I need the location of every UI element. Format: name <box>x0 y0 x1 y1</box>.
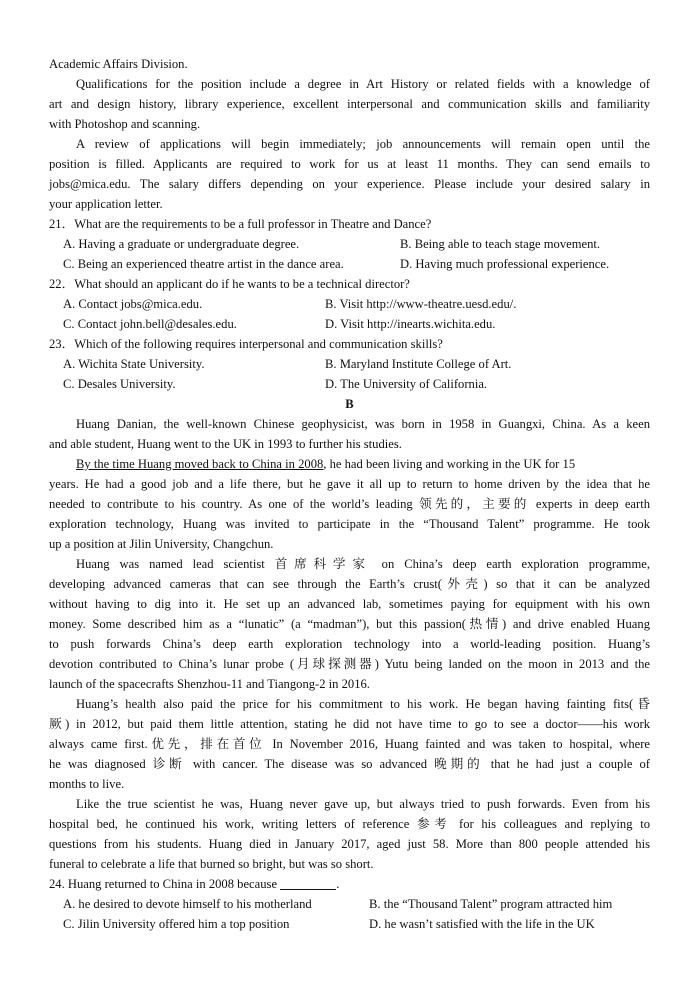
question-22-option-b[interactable]: B. Visit http://www-theatre.uesd.edu/. <box>325 297 517 311</box>
question-24-option-a[interactable]: A. he desired to devote himself to his motherland <box>63 897 312 911</box>
passage-a-line: Qualifications for the position include a degree in Art History or related fields with a knowledge of <box>76 77 650 91</box>
passage-b-line: always came first.优先，排在首位 In November 2016, Huang fainted and was taken to hospital, where <box>49 737 650 751</box>
question-21-option-a[interactable]: A. Having a graduate or undergraduate degree. <box>63 237 300 251</box>
question-24-period: . <box>336 877 340 891</box>
passage-b-line: months to live. <box>49 777 125 791</box>
question-21-options-row-2 <box>49 254 650 274</box>
question-23-option-d[interactable]: D. The University of California. <box>325 377 488 391</box>
passage-b-line: money. Some described him as a “lunatic” (a “madman”), but this passion(热情) and drive enabled Huang <box>49 617 650 631</box>
underlined-sentence: By the time Huang moved back to China in 2008 <box>76 457 324 471</box>
passage-b-line: funeral to celebrate a life that burned so bright, but was so short. <box>49 857 374 871</box>
passage-b-line: Like the true scientist he was, Huang never gave up, but always tried to push forwards. Even from his <box>76 797 650 811</box>
question-21-stem: 21．What are the requirements to be a full professor in Theatre and Dance? <box>49 217 432 231</box>
question-22-stem: 22．What should an applicant do if he wants to be a technical director? <box>49 277 410 291</box>
passage-b-text: , he had been living and working in the UK for 15 <box>323 457 576 471</box>
question-22-option-a[interactable]: A. Contact jobs@mica.edu. <box>63 297 203 311</box>
passage-b-line: up a position at Jilin University, Changchun. <box>49 537 274 551</box>
passage-b-line: he was diagnosed 诊断 with cancer. The disease was so advanced 晚期的 that he had just a couple of <box>49 757 650 771</box>
passage-b-line: exploration technology, Huang was invited to participate in the “Thousand Talent” programme. He took <box>49 517 650 531</box>
question-24-option-c[interactable]: C. Jilin University offered him a top position <box>63 917 290 931</box>
question-23-option-a[interactable]: A. Wichita State University. <box>63 357 205 371</box>
question-23-option-c[interactable]: C. Desales University. <box>63 377 176 391</box>
question-22-options-row-1 <box>49 294 650 314</box>
passage-b-line: questions from his students. Huang died in January 2017, aged just 58. More than 800 people attended his <box>49 837 650 851</box>
document-page <box>49 54 650 934</box>
passage-b-line: and able student, Huang went to the UK in 1993 to further his studies. <box>49 437 402 451</box>
passage-a-line: with Photoshop and scanning. <box>49 117 201 131</box>
question-24-text: 24. Huang returned to China in 2008 because <box>49 877 278 891</box>
passage-b-line: Huang’s health also paid the price for his commitment to his work. He began having fainting fits(昏 <box>76 697 650 711</box>
passage-b-line <box>49 454 650 474</box>
question-21-option-b[interactable]: B. Being able to teach stage movement. <box>400 237 601 251</box>
question-24-option-b[interactable]: B. the “Thousand Talent” program attracted him <box>369 897 613 911</box>
question-24-options-row-2 <box>49 914 650 934</box>
passage-b-line: 厥) in 2012, but paid them little attention, stating he did not have time to go to see a doctor——his work <box>49 717 650 731</box>
passage-b-line: Huang Danian, the well-known Chinese geophysicist, was born in 1958 in Guangxi, China. As a keen <box>76 417 650 431</box>
section-b-heading: B <box>345 397 354 411</box>
passage-b-line: needed to contribute to his country. As one of the world’s leading 领先的，主要的 experts in deep earth <box>49 497 650 511</box>
passage-a-line: jobs@mica.edu. The salary differs depending on your experience. Please include your desired salary in <box>49 177 650 191</box>
passage-a-line: Academic Affairs Division. <box>49 57 188 71</box>
passage-b-line: years. He had a good job and a life there, but he gave it all up to return to home driven by the idea that he <box>49 477 650 491</box>
question-21-option-c[interactable]: C. Being an experienced theatre artist in the dance area. <box>63 257 344 271</box>
passage-b-line: without having to dig into it. He set up an advanced lab, sometimes paying for equipment with his own <box>49 597 650 611</box>
passage-b-line: to push forwards China’s deep earth exploration technology into a world-leading position. Huang’s <box>49 637 650 651</box>
question-22-option-d[interactable]: D. Visit http://inearts.wichita.edu. <box>325 317 496 331</box>
passage-b-line: launch of the spacecrafts Shenzhou-11 and Tiangong-2 in 2016. <box>49 677 370 691</box>
question-22-option-c[interactable]: C. Contact john.bell@desales.edu. <box>63 317 237 331</box>
passage-a-line: A review of applications will begin immediately; job announcements will remain open until the <box>76 137 650 151</box>
question-23-option-b[interactable]: B. Maryland Institute College of Art. <box>325 357 512 371</box>
passage-a-line: your application letter. <box>49 197 163 211</box>
passage-b-line: Huang was named lead scientist 首席科学家 on China’s deep earth exploration programme, <box>76 557 650 571</box>
answer-blank[interactable] <box>280 876 336 890</box>
question-21-options-row-1 <box>49 234 650 254</box>
question-22-options-row-2 <box>49 314 650 334</box>
question-24-option-d[interactable]: D. he wasn’t satisfied with the life in the UK <box>369 917 595 931</box>
passage-a-line: art and design history, library experience, excellent interpersonal and communication skills and familiarity <box>49 97 650 111</box>
question-23-options-row-1 <box>49 354 650 374</box>
question-21-option-d[interactable]: D. Having much professional experience. <box>400 257 610 271</box>
passage-a-line: position is filled. Applicants are required to work for us at least 11 months. They can send emails to <box>49 157 650 171</box>
passage-b-line: devotion contributed to China’s lunar probe (月球探测器) Yutu being landed on the moon in 2013 and the <box>49 657 650 671</box>
question-23-stem: 23．Which of the following requires interpersonal and communication skills? <box>49 337 443 351</box>
question-24-stem <box>49 874 650 894</box>
passage-b-line: hospital bed, he continued his work, writing letters of reference 参考 for his colleagues and replying to <box>49 817 650 831</box>
question-24-options-row-1 <box>49 894 650 914</box>
passage-b-line: developing advanced cameras that can see through the Earth’s crust(外壳) so that it can be analyzed <box>49 577 650 591</box>
question-23-options-row-2 <box>49 374 650 394</box>
